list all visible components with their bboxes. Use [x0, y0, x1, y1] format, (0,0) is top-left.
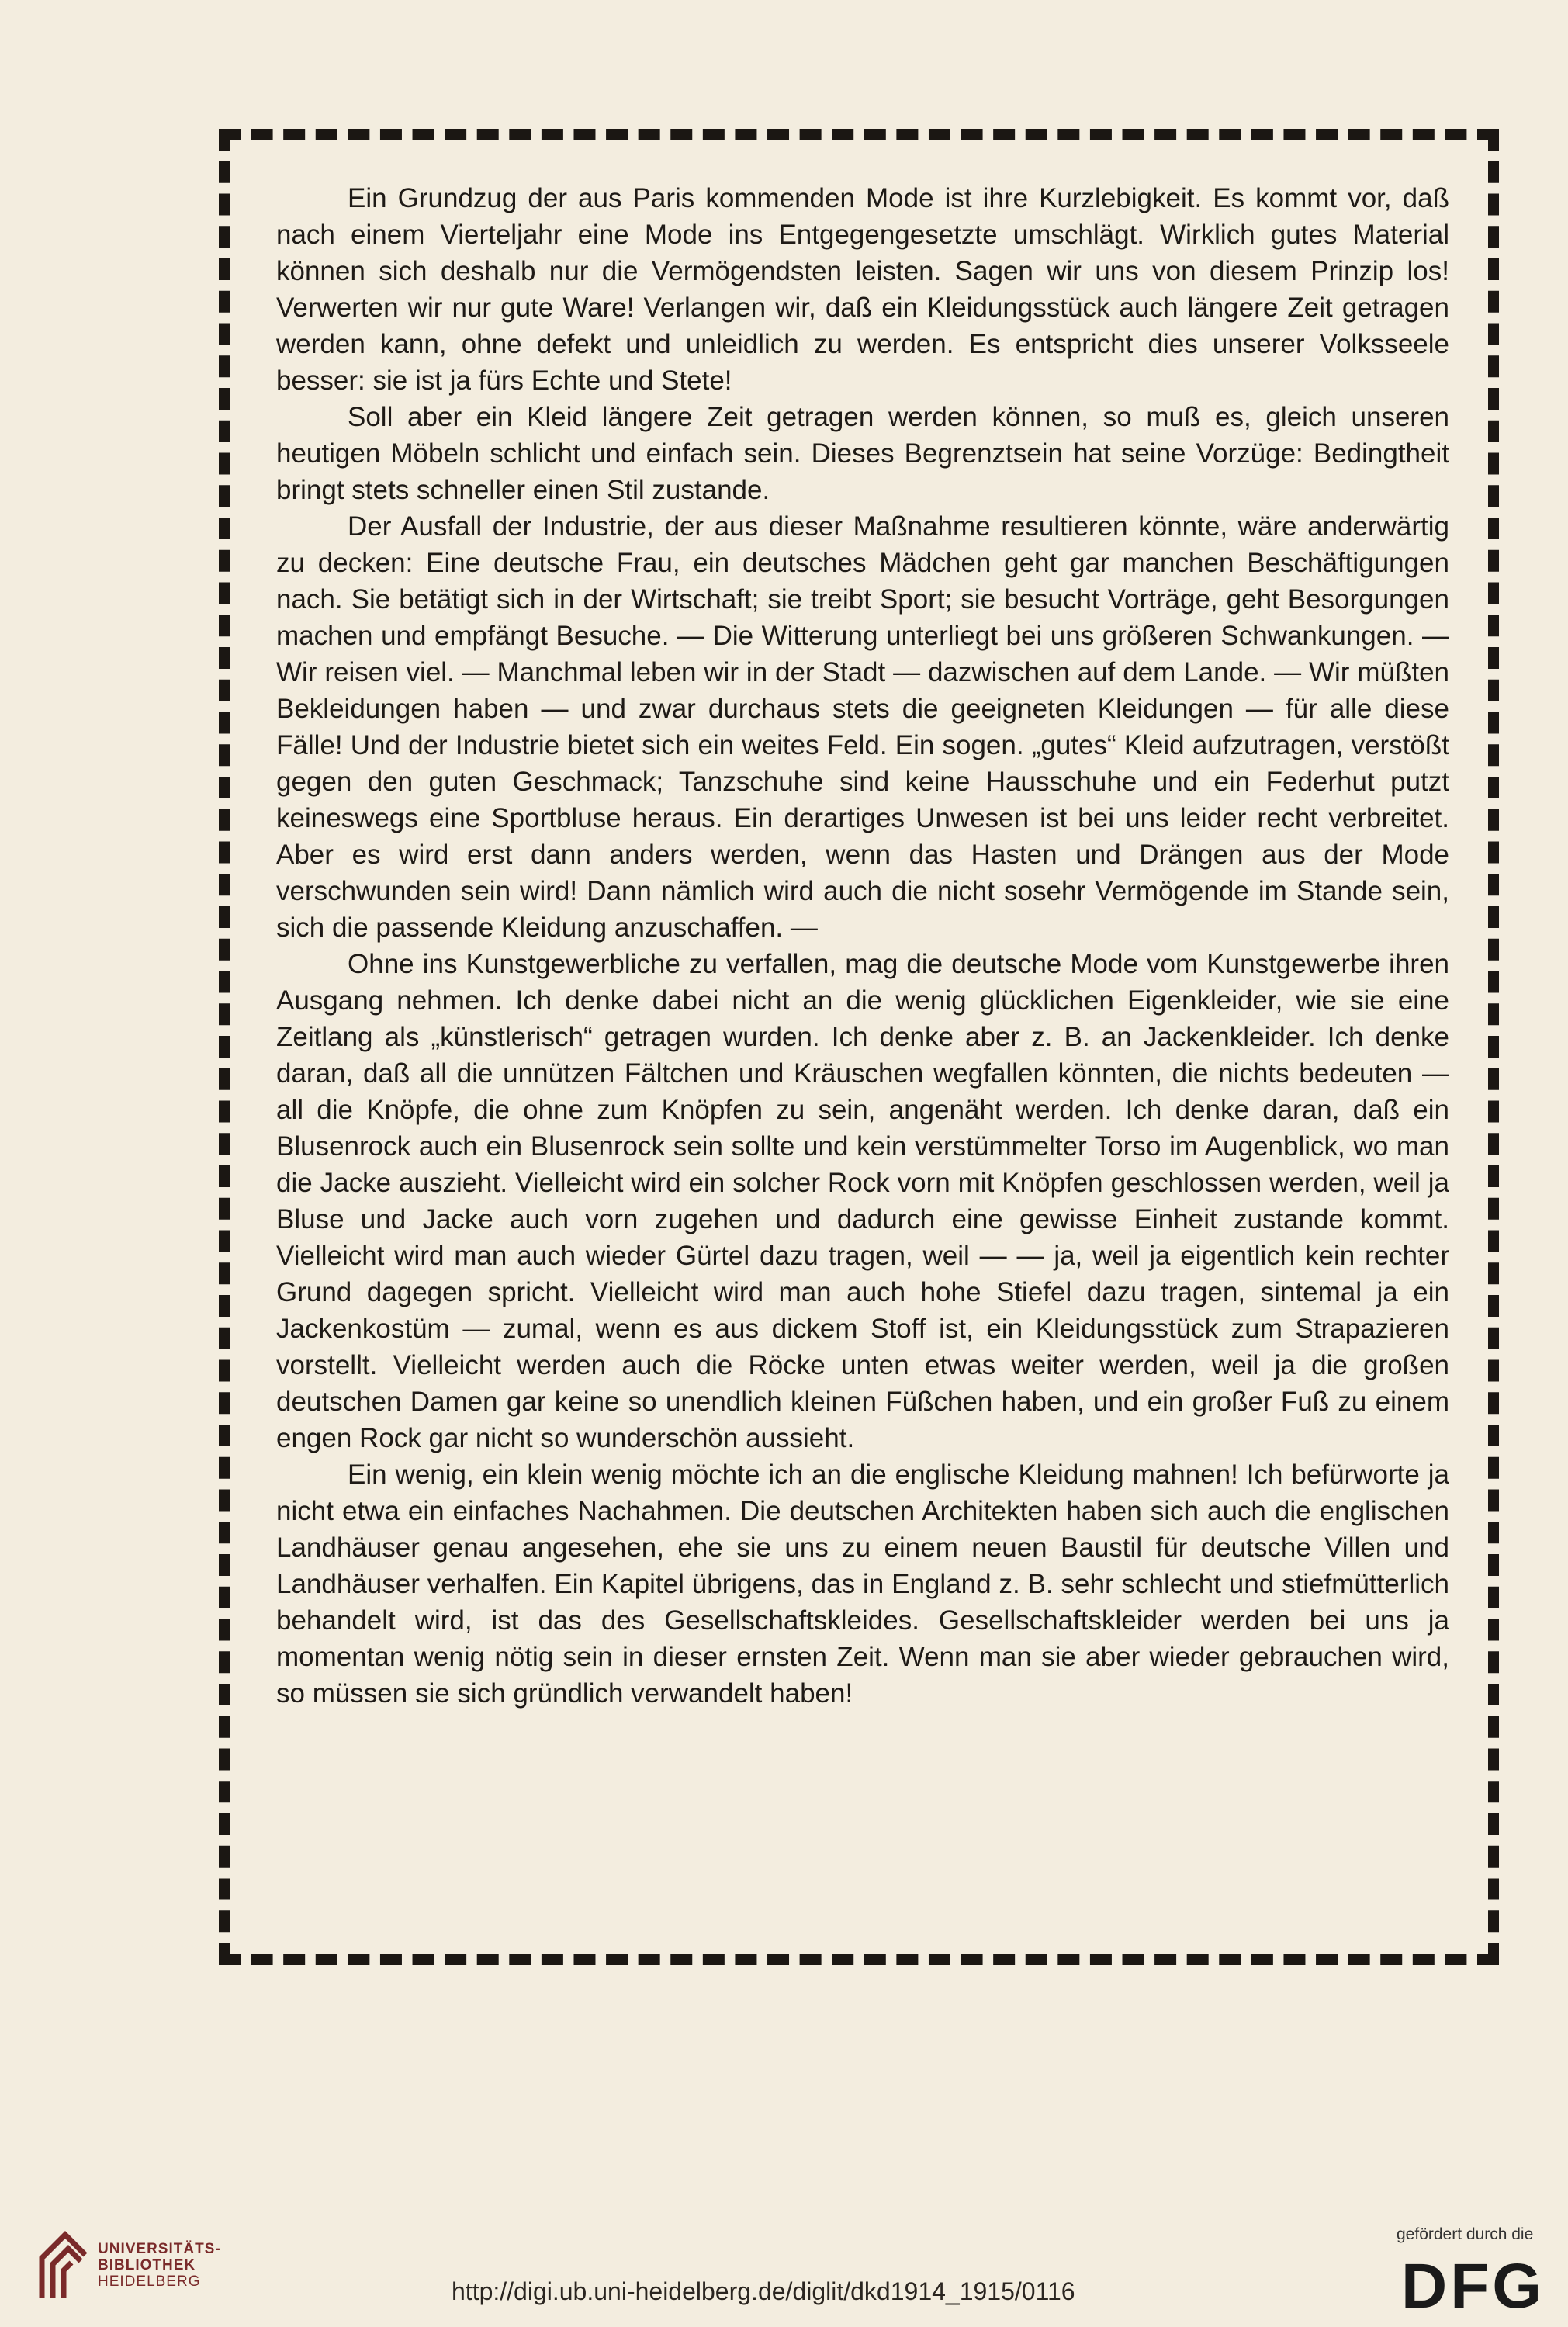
library-name-line: HEIDELBERG [98, 2273, 201, 2290]
paragraph: Ein Grundzug der aus Paris kommenden Mode ist ihre Kurzlebigkeit. Es kommt vor, daß nach einem Vierteljahr eine Mode ins Entgegengesetzte umschlägt. Wirklich gutes Material können sich deshalb nur die Vermögendsten leisten. Sagen wir uns von diesem Prinzip los! Verwerten wir nur gute Ware! Verlangen wir, daß ein Kleidungsstück auch längere Zeit getragen werden kann, ohne defekt und unleidlich zu werden. Es entspricht dies unserer Volksseele besser: sie ist ja fürs Echte und Stete! [276, 183, 1449, 396]
paragraph: Soll aber ein Kleid längere Zeit getragen werden können, so muß es, gleich unseren heutigen Möbeln schlicht und einfach sein. Dieses Begrenztsein hat seine Vorzüge: Bedingtheit bringt stets schneller einen Stil zustande. [276, 402, 1449, 505]
library-name [98, 2241, 221, 2290]
article-body [276, 180, 1449, 1712]
dfg-logo: DFG [1401, 2251, 1546, 2322]
paragraph: Ein wenig, ein klein wenig möchte ich an die englische Kleidung mahnen! Ich befürworte ja nicht etwa ein einfaches Nachahmen. Die deutschen Architekten haben sich auch die englischen Landhäuser genau angesehen, ehe sie uns zu einem neuen Baustil für deutsche Villen und Landhäuser verhalfen. Ein Kapitel übrigens, das in England z. B. sehr schlecht und stiefmütterlich behandelt wird, ist das des Gesellschaftskleides. Gesellschaftskleider werden bei uns ja momentan wenig nötig sein in dieser ernsten Zeit. Wenn man sie aber wieder gebrauchen wird, so müssen sie sich gründlich verwandelt haben! [276, 1460, 1449, 1709]
library-name-line: BIBLIOTHEK [98, 2257, 196, 2273]
paragraph: Der Ausfall der Industrie, der aus dieser Maßnahme resultieren könnte, wäre anderwärtig zu decken: Eine deutsche Frau, ein deutsches Mädchen geht gar manchen Beschäftigungen nach. Sie betätigt sich in der Wirtschaft; sie treibt Sport; sie besucht Vorträge, geht Besorgungen machen und empfängt Besuche. — Die Witterung unterliegt bei uns größeren Schwankungen. — Wir reisen viel. — Manchmal leben wir in der Stadt — dazwischen auf dem Lande. — Wir müßten Bekleidungen haben — und zwar durchaus stets die geeigneten Kleidungen — für alle diese Fälle! Und der Industrie bietet sich ein weites Feld. Ein sogen. „gutes“ Kleid aufzutragen, verstößt gegen den guten Geschmack; Tanzschuhe sind keine Hausschuhe und ein Federhut putzt keineswegs eine Sportbluse heraus. Ein derartiges Unwesen ist bei uns leider recht verbreitet. Aber es wird erst dann anders werden, wenn das Hasten und Drängen aus der Mode verschwunden sein wird! Dann nämlich wird auch die nicht sosehr Vermögende im Stande sein, sich die passende Kleidung anzuschaffen. — [276, 511, 1449, 943]
sponsor-label: gefördert durch die [1397, 2225, 1534, 2243]
paragraph: Ohne ins Kunstgewerbliche zu verfallen, mag die deutsche Mode vom Kunstgewerbe ihren Ausgang nehmen. Ich denke dabei nicht an die wenig glücklichen Eigenkleider, wie sie eine Zeitlang als „künstlerisch“ getragen wurden. Ich denke aber z. B. an Jackenkleider. Ich denke daran, daß all die unnützen Fältchen und Kräuschen wegfallen könnten, die nichts bedeuten — all die Knöpfe, die ohne zum Knöpfen zu sein, angenäht werden. Ich denke daran, daß ein Blusenrock auch ein Blusenrock sein sollte und kein verstümmelter Torso im Augenblick, wo man die Jacke auszieht. Vielleicht wird ein solcher Rock vorn mit Knöpfen geschlossen werden, weil ja Bluse und Jacke auch vorn zugehen und dadurch eine gewisse Einheit zustande kommt. Vielleicht wird man auch wieder Gürtel dazu tragen, weil — — ja, weil ja eigentlich kein rechter Grund dagegen spricht. Vielleicht wird man auch hohe Stiefel dazu tragen, sintemal ja ein Jackenkostüm — zumal, wenn es aus dickem Stoff ist, ein Kleidungsstück zum Strapazieren vorstellt. Vielleicht werden auch die Röcke unten etwas weiter werden, weil ja die großen deutschen Damen gar keine so unendlich kleinen Füßchen haben, und ein großer Fuß zu einem engen Rock gar nicht so wunderschön aussieht. [276, 949, 1449, 1453]
ub-heidelberg-logo-icon [34, 2227, 93, 2304]
source-url-link[interactable]: http://digi.ub.uni-heidelberg.de/diglit/dkd1914_1915/0116 [452, 2277, 1075, 2305]
library-name-line: UNIVERSITÄTS- [98, 2241, 221, 2257]
